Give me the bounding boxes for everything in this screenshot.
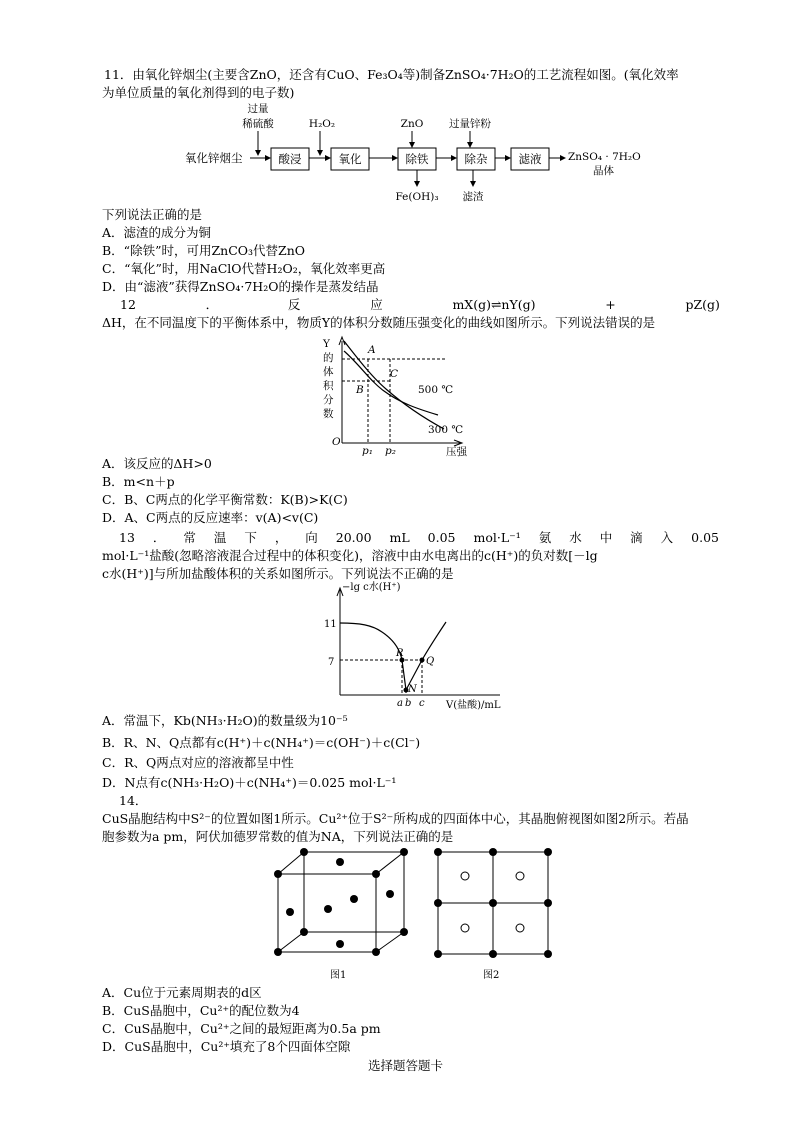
q11-question: 下列说法正确的是: [102, 207, 203, 222]
flow-reagent-zn: 过量锌粉: [449, 118, 491, 130]
q13-word: 温: [213, 530, 227, 545]
q12-p2: p₂: [385, 445, 396, 457]
q12-p1: p₁: [362, 445, 373, 457]
flow-product: ZnSO₄ · 7H₂O: [568, 151, 641, 163]
q12-ylabel-0: Y: [323, 338, 330, 350]
q12-option-b: B．m<n＋p: [102, 474, 175, 489]
q12-word: ．: [205, 297, 219, 312]
q12-option-a: A．该反应的ΔH>0: [102, 456, 212, 471]
q13-xlabel: V(盐酸)/mL: [446, 700, 501, 710]
q12-word: 应: [370, 297, 383, 312]
q13-word: ，: [274, 530, 288, 545]
q12-label-300: 300 ℃: [428, 424, 464, 436]
q14-fig1-label: 图1: [330, 970, 347, 981]
q12-curve-500: [344, 351, 438, 415]
q12-point-a: A: [368, 344, 376, 356]
q12-ylabel-1: 的: [323, 352, 334, 364]
q14-fig2-topview: [428, 844, 558, 984]
q12-option-c: C．B、C两点的化学平衡常数：K(B)>K(C): [102, 492, 348, 507]
q14-stem-line1: CuS晶胞结构中S²⁻的位置如图1所示。Cu²⁺位于S²⁻所构成的四面体中心，其晶胞俯视图如图2所示。若晶: [102, 811, 689, 826]
q12-xlabel: 压强: [446, 446, 467, 458]
q13-word: ．: [152, 530, 166, 545]
q11-option-a: A．滤渣的成分为铜: [102, 225, 212, 240]
flow-reagent-acid: 稀硫酸: [242, 118, 274, 130]
q11-option-c: C．“氧化”时，用NaClO代替H₂O₂，氧化效率更高: [102, 261, 386, 276]
q13-word: 常: [183, 530, 196, 545]
q12-ylabel-3: 积: [323, 380, 334, 392]
flow-box-filtrate: 滤液: [518, 152, 542, 166]
q14-option-c: C．CuS晶胞中，Cu²⁺之间的最短距离为0.5a pm: [102, 1021, 381, 1036]
flow-box-remove-fe: 除铁: [405, 152, 429, 166]
q13-ylabel: −lg c水(H⁺): [342, 582, 401, 593]
q13-word: 20.00: [335, 530, 372, 545]
q14-fig1-cube: [268, 844, 418, 984]
q14-option-a: A．Cu位于元素周期表的d区: [102, 985, 262, 1000]
q13-point-r: R: [396, 648, 404, 659]
q12-graph: [320, 333, 480, 458]
flow-product-crystal: 晶体: [593, 165, 614, 177]
q13-point-q: Q: [426, 656, 435, 667]
q12-ylabel-5: 数: [323, 408, 334, 420]
q11-option-d: D．由“滤液”获得ZnSO₄·7H₂O的操作是蒸发结晶: [102, 279, 379, 294]
q12-word: pZ(g): [685, 297, 720, 312]
q13-word: mL: [389, 530, 410, 545]
q13-x-b: b: [405, 698, 412, 709]
q13-word: 13: [119, 530, 135, 545]
q13-word: 向: [305, 530, 318, 545]
flow-start: 氧化锌烟尘: [185, 151, 243, 165]
q12-point-c: C: [390, 368, 399, 380]
q13-word: 滴: [630, 530, 643, 545]
q11-stem-line2: 为单位质量的氧化剂得到的电子数): [102, 85, 295, 100]
q12-label-500: 500 ℃: [418, 384, 454, 396]
q13-stem-line2: mol·L⁻¹盐酸(忽略溶液混合过程中的体积变化)，溶液中由水电离出的c(H⁺)的负对数[－lg: [102, 548, 598, 563]
q13-word: 下: [244, 530, 257, 545]
q13-word: 入: [660, 530, 674, 545]
q13-graph: [310, 580, 510, 710]
flow-reagent-h2o2: H₂O₂: [308, 118, 336, 130]
q14-option-b: B．CuS晶胞中，Cu²⁺的配位数为4: [102, 1003, 300, 1018]
q13-stem-line3: c水(H⁺)]与所加盐酸体积的关系如图所示。下列说法不正确的是: [102, 566, 454, 581]
q13-x-a: a: [397, 698, 403, 709]
q13-x-c: c: [419, 698, 425, 709]
q13-option-a: A．常温下，Kb(NH₃·H₂O)的数量级为10⁻⁵: [102, 713, 348, 728]
q13-word: 0.05: [691, 530, 719, 545]
flow-out-residue: 滤渣: [462, 191, 484, 203]
q12-stem-line2: ΔH，在不同温度下的平衡体系中，物质Y的体积分数随压强变化的曲线如图所示。下列说法错误的是: [102, 315, 656, 330]
q13-option-d: D．N点有c(NH₃·H₂O)＋c(NH₄⁺)＝0.025 mol·L⁻¹: [102, 775, 397, 790]
q11-flowchart: [180, 100, 660, 210]
flow-reagent-excess: 过量: [247, 103, 269, 115]
q13-word: 水: [569, 530, 582, 545]
q13-option-c: C．R、Q两点对应的溶液都呈中性: [102, 755, 294, 770]
q12-origin: O: [332, 436, 341, 448]
q11-stem-line1: 11．由氧化锌烟尘(主要含ZnO，还含有CuO、Fe₃O₄等)制备ZnSO₄·7H₂O的工艺流程如图。(氧化效率: [104, 67, 679, 82]
q14-stem-line2: 胞参数为a pm，阿伏加德罗常数的值为NA，下列说法正确的是: [102, 829, 454, 844]
q12-point-b: B: [356, 384, 364, 396]
flow-box-leach: 酸浸: [278, 152, 302, 166]
q12-word: 反: [287, 297, 301, 312]
q13-point-n: N: [408, 684, 417, 695]
q13-option-b: B．R、N、Q点都有c(H⁺)＋c(NH₄⁺)＝c(OH⁻)＋c(Cl⁻): [102, 735, 421, 750]
q14-num: 14．: [119, 793, 148, 808]
flow-out-feoh3: Fe(OH)₃: [395, 191, 439, 203]
q14-option-d: D．CuS晶胞中，Cu²⁺填充了8个四面体空隙: [102, 1039, 351, 1054]
q12-ylabel-4: 分: [323, 394, 334, 406]
q13-word: 中: [599, 530, 613, 545]
q13-word: 氨: [538, 530, 552, 545]
q12-option-d: D．A、C两点的反应速率：v(A)<v(C): [102, 510, 319, 525]
q12-stem-line1: [120, 297, 720, 313]
flow-box-remove-impurity: 除杂: [464, 152, 488, 166]
q11-option-b: B．“除铁”时，可用ZnCO₃代替ZnO: [102, 243, 306, 258]
q13-stem-line1: [119, 530, 719, 546]
q13-word: 0.05: [427, 530, 456, 545]
flow-reagent-zno: ZnO: [400, 118, 424, 130]
q13-y7: 7: [328, 657, 335, 668]
q12-word: +: [605, 297, 616, 312]
q14-fig2-label: 图2: [483, 970, 500, 981]
q12-num: 12: [120, 297, 136, 312]
footer-answer-card: 选择题答题卡: [368, 1058, 444, 1073]
q12-ylabel-2: 体: [323, 366, 334, 378]
q12-equation: mX(g)⇌nY(g): [452, 297, 536, 312]
q13-y11: 11: [324, 619, 337, 630]
flow-box-oxidize: 氧化: [338, 152, 362, 166]
q13-word: mol·L⁻¹: [473, 530, 521, 545]
